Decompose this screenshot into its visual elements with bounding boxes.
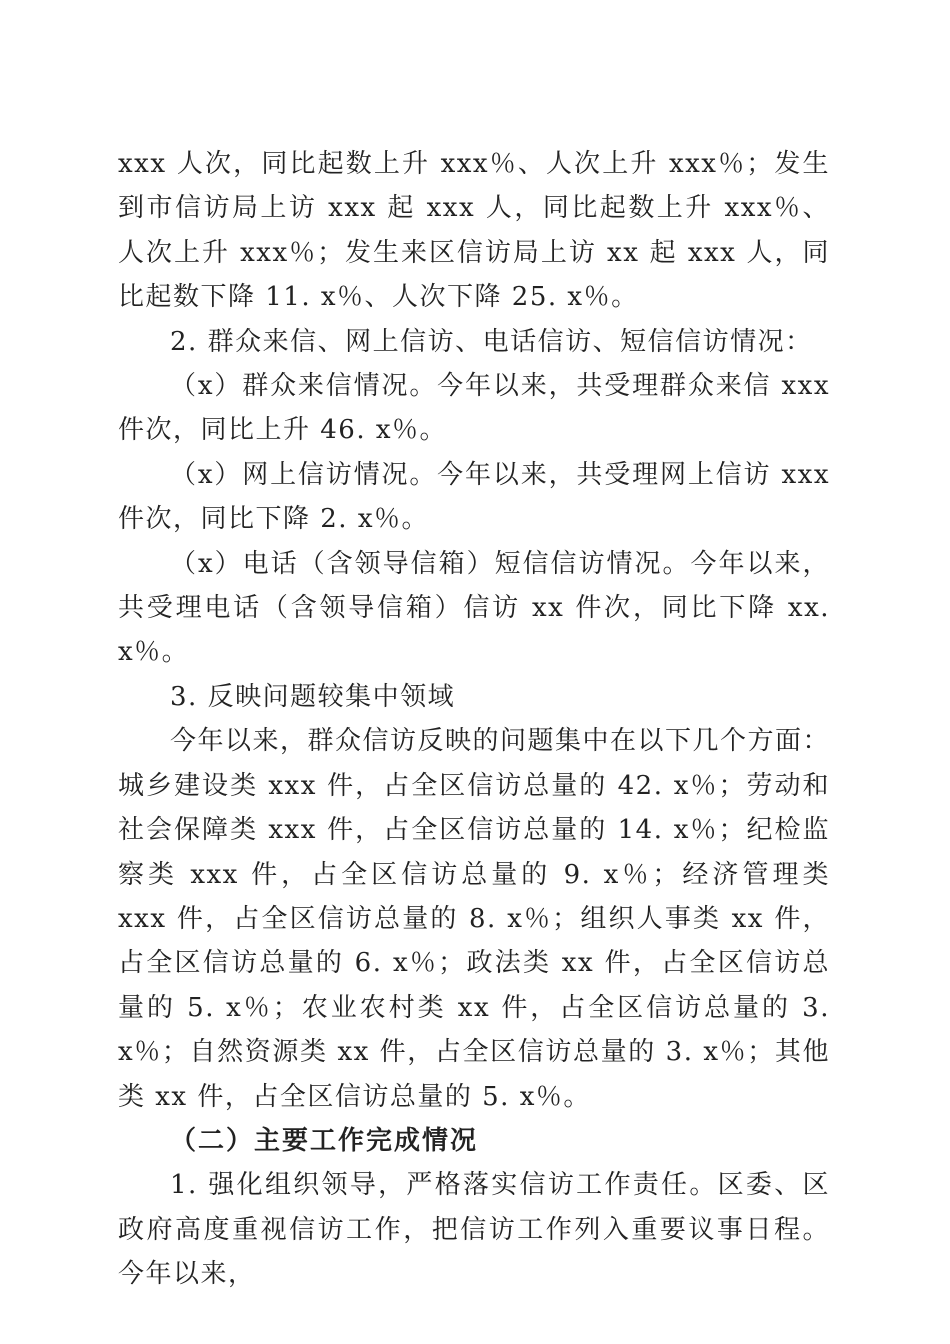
paragraph-issue-categories: 今年以来，群众信访反映的问题集中在以下几个方面：城乡建设类 xxx 件，占全区信访总量的 42. x％；劳动和社会保障类 xxx 件，占全区信访总量的 14. x％；纪检监察类 xxx 件，占全区信访总量的 9. x％；经济管理类 xxx 件，占全区信访总量的 8. x％；组织人事类 xx 件，占全区信访总量的 6. x％；政法类 xx 件，占全区信访总量的 5. x％；农业农村类 xx 件，占全区信访总量的 3. x％；自然资源类 xx 件，占全区信访总量的 3. x％；其他类 xx 件，占全区信访总量的 5. x％。	[118, 726, 831, 1112]
heading-concentrated-areas: 3. 反映问题较集中领域	[170, 681, 456, 712]
paragraph-online-petitions: （x）网上信访情况。今年以来，共受理网上信访 xxx 件次，同比下降 2. x％。	[118, 459, 830, 535]
paragraph-strengthen-leadership: 1. 强化组织领导，严格落实信访工作责任。区委、区政府高度重视信访工作，把信访工作列入重要议事日程。今年以来，	[118, 1170, 830, 1290]
document-body	[118, 142, 830, 1297]
heading-letters-online-phone-sms: 2. 群众来信、网上信访、电话信访、短信信访情况：	[170, 326, 813, 357]
paragraph-visits-continuation: xxx 人次，同比起数上升 xxx％、人次上升 xxx％；发生到市信访局上访 xxx 起 xxx 人，同比起数上升 xxx％、人次上升 xxx％；发生来区信访局上访 xx 起 xxx 人，同比起数下降 11. x％、人次下降 25. x％。	[118, 149, 830, 313]
heading-main-work-completion: （二）主要工作完成情况	[170, 1125, 479, 1156]
paragraph-public-letters: （x）群众来信情况。今年以来，共受理群众来信 xxx 件次，同比上升 46. x％。	[118, 371, 830, 446]
paragraph-phone-sms-petitions: （x）电话（含领导信箱）短信信访情况。今年以来，共受理电话（含领导信箱）信访 xx 件次，同比下降 xx. x％。	[118, 548, 830, 668]
